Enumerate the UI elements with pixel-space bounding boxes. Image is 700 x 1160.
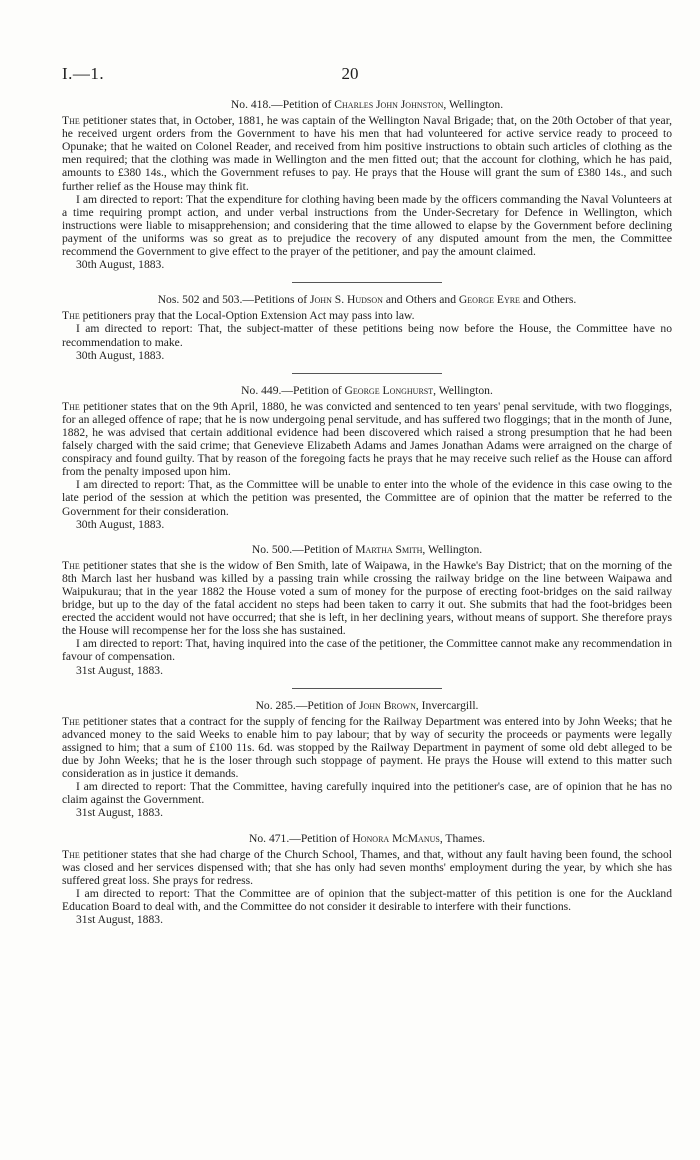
petitioner-name: George Longhurst [344,383,434,397]
petition-statement: The petitioner states that she is the widow of Ben Smith, late of Waipawa, in the Hawke's Bay District; that on the morning of the 8th March last her husband was killed by a passing train while crossing the railway bridge on the line between Waipawa and Waipukurau; that in the year 1882 the House voted a sum of money for the purpose of erecting foot-bridges on the said railway bridge, but up to the day of the fatal accident no steps had been taken to carry it out. She submits that had the foot-bridges been erected the accident would not have occurred; that she is left, in her declining years, without means of support. She therefore prays the House will recompense her for the loss she has sustained. [62,558,672,638]
petition-statement: The petitioner states that on the 9th April, 1880, he was convicted and sentenced to ten years' penal servitude, with two floggings, for an alleged offence of rape; that he is now undergoing penal servitude, and has suffered two floggings; that in the month of June, 1882, he was advised that certain additional evidence had been discovered which raised a strong presumption that he had been falsely charged with the said crime; that Genevieve Elizabeth Adams and James Jonathan Adams were arraigned on the charge of conspiracy and found guilty. That by reason of the foregoing facts he prays that he may receive such relief as the House can afford from the penalty imposed upon him. [62,399,672,479]
section-divider [292,373,442,374]
petition-statement: The petitioner states that, in October, 1881, he was captain of the Wellington Naval Brigade; that, on the 20th October of that year, he received urgent orders from the Government to have his men that had volunteered for active service ready to proceed to Opunake; that he waited on Colonel Reader, and received from him positive instructions to obtain such articles of clothing as the men required; that the clothing was made in Wellington and the men fitted out; that the account for clothing, which he has paid, amounts to £380 14s., which the Government refuses to pay. He prays that the House will grant the sum of £380 14s., and such further relief as the House may think fit. [62,114,672,193]
paper-reference: I.—1. [62,64,105,83]
petitioner-name: John Brown [358,698,416,712]
document-body [62,98,672,926]
petition-statement: The petitioners pray that the Local-Option Extension Act may pass into law. [62,309,415,323]
petition-statement: The petitioner states that a contract for the supply of fencing for the Railway Department was entered into by John Weeks; that he advanced money to the said Weeks to enable him to pay labour; that by way of security the proceeds or payments were legally assigned to him; that a sum of £100 11s. 6d. was stopped by the Railway Department in payment of some old debt alleged to be due by John Weeks; that he is the loser through such stoppage of payment. He prays the House will extend to this matter such consideration as in justice it demands. [62,714,672,781]
petition-title: Nos. 502 and 503.—Petitions of John S. Hudson and Others and George Eyre and Others. [157,293,577,307]
petition-title: No. 500.—Petition of Martha Smith, Wellington. [251,542,483,556]
petitioner-name-2: George Eyre [458,293,520,307]
page-number: 20 [341,64,359,83]
petition-285 [62,699,672,832]
petition-502-503 [62,293,672,373]
petition-471 [62,832,672,927]
committee-report: I am directed to report: That the Committee are of opinion that the subject-matter of this petition is one for the Auckland Education Board to deal with, and the Committee do not consider it desirable to interfere with their functions. [62,886,672,913]
petition-title: No. 449.—Petition of George Longhurst, Wellington. [241,383,493,397]
petition-500 [62,543,672,689]
report-date: 30th August, 1883. [76,348,165,362]
petition-418 [62,98,672,283]
committee-report: I am directed to report: That, as the Committee will be unable to enter into the whole of the evidence in this case owing to the late period of the session at which the petition was presented, the Committee are of opinion that the matter be referred to the Government for their consideration. [62,478,672,518]
committee-report: I am directed to report: That the expenditure for clothing having been made by the officers commanding the Naval Volunteers at a time requiring prompt action, and under verbal instructions from the Under-Secretary for Defence in Wellington, which instructions were liable to misapprehension; and considering that the time allowed to elapse by the Government before declining payment of the uniforms was so great as to prejudice the recovery of any disputed amount from the men, the Committee recommend the Government to give effect to the prayer of the petitioner, and pay the amount claimed. [62,192,672,259]
petition-title: No. 285.—Petition of John Brown, Invercargill. [255,698,479,712]
report-date: 31st August, 1883. [76,806,163,820]
report-date: 31st August, 1883. [76,913,163,927]
petitioner-name: John S. Hudson [310,293,383,307]
petitioner-name: Martha Smith [355,542,423,556]
petitioner-name: Charles John Johnston [334,98,444,111]
petition-statement: The petitioner states that she had charge of the Church School, Thames, and that, without any fault having been found, the school was closed and her services dispensed with; that she has only had seven months' employment during the year, by which she has suffered great loss. She prays for redress. [62,847,672,887]
report-date: 30th August, 1883. [76,258,165,272]
section-gap [62,531,672,543]
report-date: 31st August, 1883. [76,663,163,677]
petitioner-name: Honora McManus [352,831,440,845]
committee-report: I am directed to report: That, having inquired into the case of the petitioner, the Committee cannot make any recommendation in favour of compensation. [62,637,672,664]
committee-report: I am directed to report: That the Committee, having carefully inquired into the petitioner's case, are of opinion that he has no claim against the Government. [62,780,672,807]
section-divider [292,282,442,283]
petition-449 [62,384,672,543]
report-date: 30th August, 1883. [76,517,165,531]
section-divider [292,688,442,689]
committee-report: I am directed to report: That, the subject-matter of these petitions being now before the House, the Committee have no recommendation to make. [62,322,672,349]
petition-title: No. 418.—Petition of Charles John Johnston, Wellington. [230,98,504,111]
petition-title: No. 471.—Petition of Honora McManus, Thames. [248,831,486,845]
section-gap [62,820,672,832]
